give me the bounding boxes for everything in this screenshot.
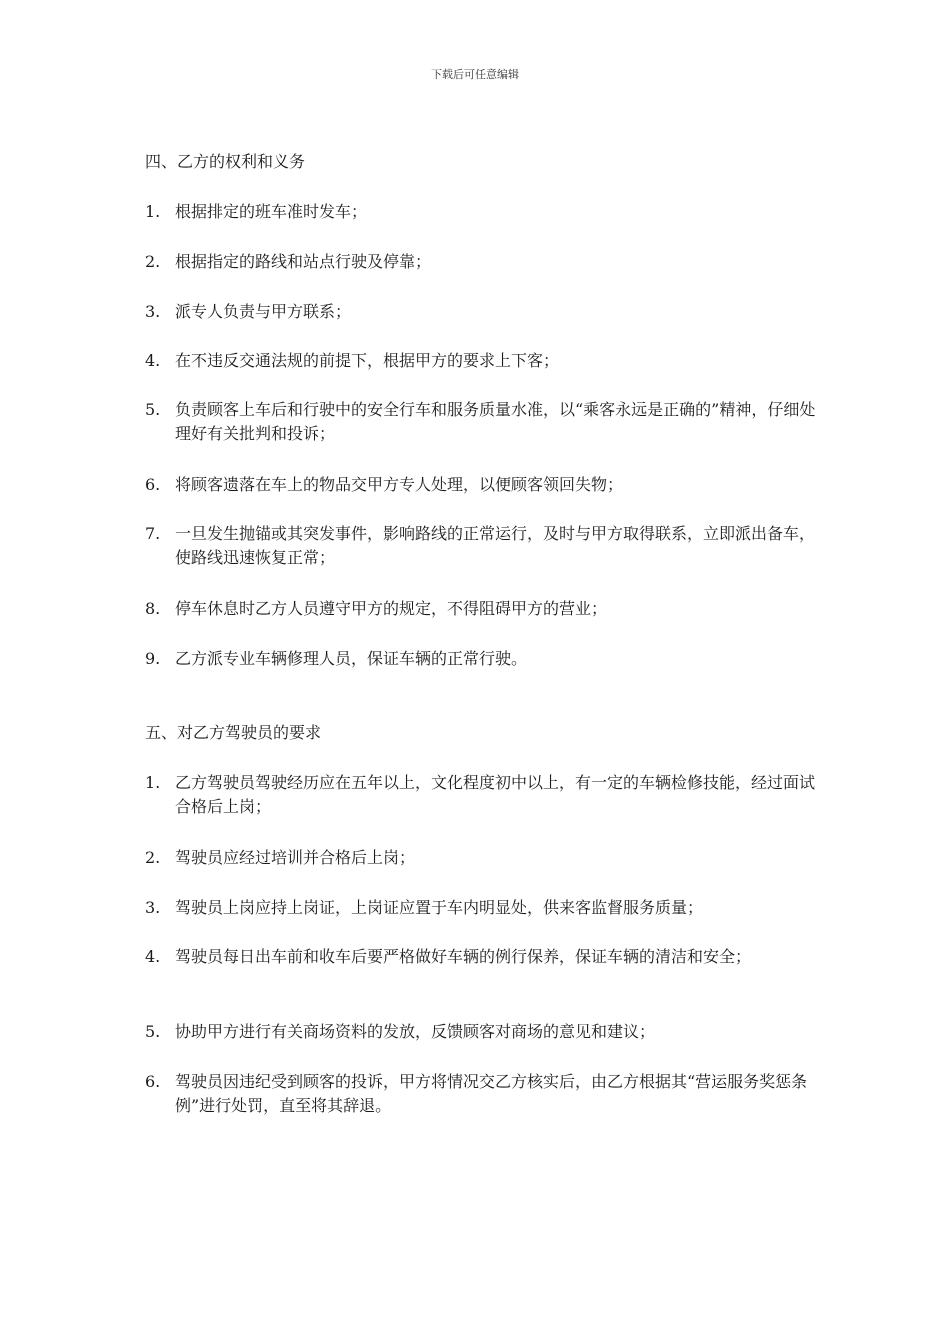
item-text: 将顾客遗落在车上的物品交甲方专人处理，以便顾客领回失物；	[175, 475, 624, 494]
item-text: 根据指定的路线和站点行驶及停靠；	[175, 252, 432, 271]
item-number: 1.	[145, 773, 161, 792]
item-text: 乙方驾驶员驾驶经历应在五年以上，文化程度初中以上，有一定的车辆检修技能，经过面试合格后上岗；	[175, 773, 816, 816]
item-number: 4.	[145, 947, 161, 966]
item-number: 5.	[145, 1022, 161, 1041]
item-text: 驾驶员每日出车前和收车后要严格做好车辆的例行保养，保证车辆的清洁和安全；	[175, 947, 752, 966]
item-number: 4.	[145, 351, 161, 370]
list-item	[145, 896, 825, 920]
section-4-title: 四、乙方的权利和义务	[145, 152, 306, 171]
item-number: 1.	[145, 202, 161, 221]
list-item	[145, 398, 825, 446]
item-number: 6.	[145, 1072, 161, 1091]
list-item	[145, 300, 825, 324]
item-text: 在不违反交通法规的前提下，根据甲方的要求上下客；	[175, 351, 560, 370]
item-number: 2.	[145, 848, 161, 867]
item-text: 停车休息时乙方人员遵守甲方的规定，不得阻碍甲方的营业；	[175, 599, 608, 618]
list-item	[145, 647, 825, 671]
list-item	[145, 945, 825, 969]
item-number: 7.	[145, 524, 161, 543]
list-item	[145, 522, 825, 570]
item-number: 2.	[145, 252, 161, 271]
list-item	[145, 771, 825, 819]
item-number: 8.	[145, 599, 161, 618]
item-text: 负责顾客上车后和行驶中的安全行车和服务质量水准，以“乘客永远是正确的”精神，仔细处理好有关批判和投诉；	[175, 400, 816, 443]
item-text: 协助甲方进行有关商场资料的发放，反馈顾客对商场的意见和建议；	[175, 1022, 656, 1041]
item-text: 一旦发生抛锚或其突发事件，影响路线的正常运行，及时与甲方取得联系，立即派出备车，使路线迅速恢复正常；	[175, 524, 816, 567]
item-text: 乙方派专业车辆修理人员，保证车辆的正常行驶。	[175, 649, 528, 668]
item-text: 驾驶员上岗应持上岗证，上岗证应置于车内明显处，供来客监督服务质量；	[175, 898, 704, 917]
item-number: 3.	[145, 302, 161, 321]
list-item	[145, 1070, 825, 1118]
item-number: 3.	[145, 898, 161, 917]
item-number: 6.	[145, 475, 161, 494]
item-text: 驾驶员因违纪受到顾客的投诉，甲方将情况交乙方核实后，由乙方根据其“营运服务奖惩条例”进行处罚，直至将其辞退。	[175, 1072, 808, 1115]
item-text: 根据排定的班车准时发车；	[175, 202, 368, 221]
list-item	[145, 1020, 825, 1044]
list-item	[145, 597, 825, 621]
section-5-title: 五、对乙方驾驶员的要求	[145, 723, 322, 742]
item-text: 驾驶员应经过培训并合格后上岗；	[175, 848, 416, 867]
item-number: 9.	[145, 649, 161, 668]
page-header: 下载后可任意编辑	[431, 68, 519, 81]
list-item	[145, 473, 825, 497]
list-item	[145, 250, 825, 274]
list-item	[145, 349, 825, 373]
item-text: 派专人负责与甲方联系；	[175, 302, 352, 321]
list-item	[145, 200, 825, 224]
list-item	[145, 846, 825, 870]
item-number: 5.	[145, 400, 161, 419]
